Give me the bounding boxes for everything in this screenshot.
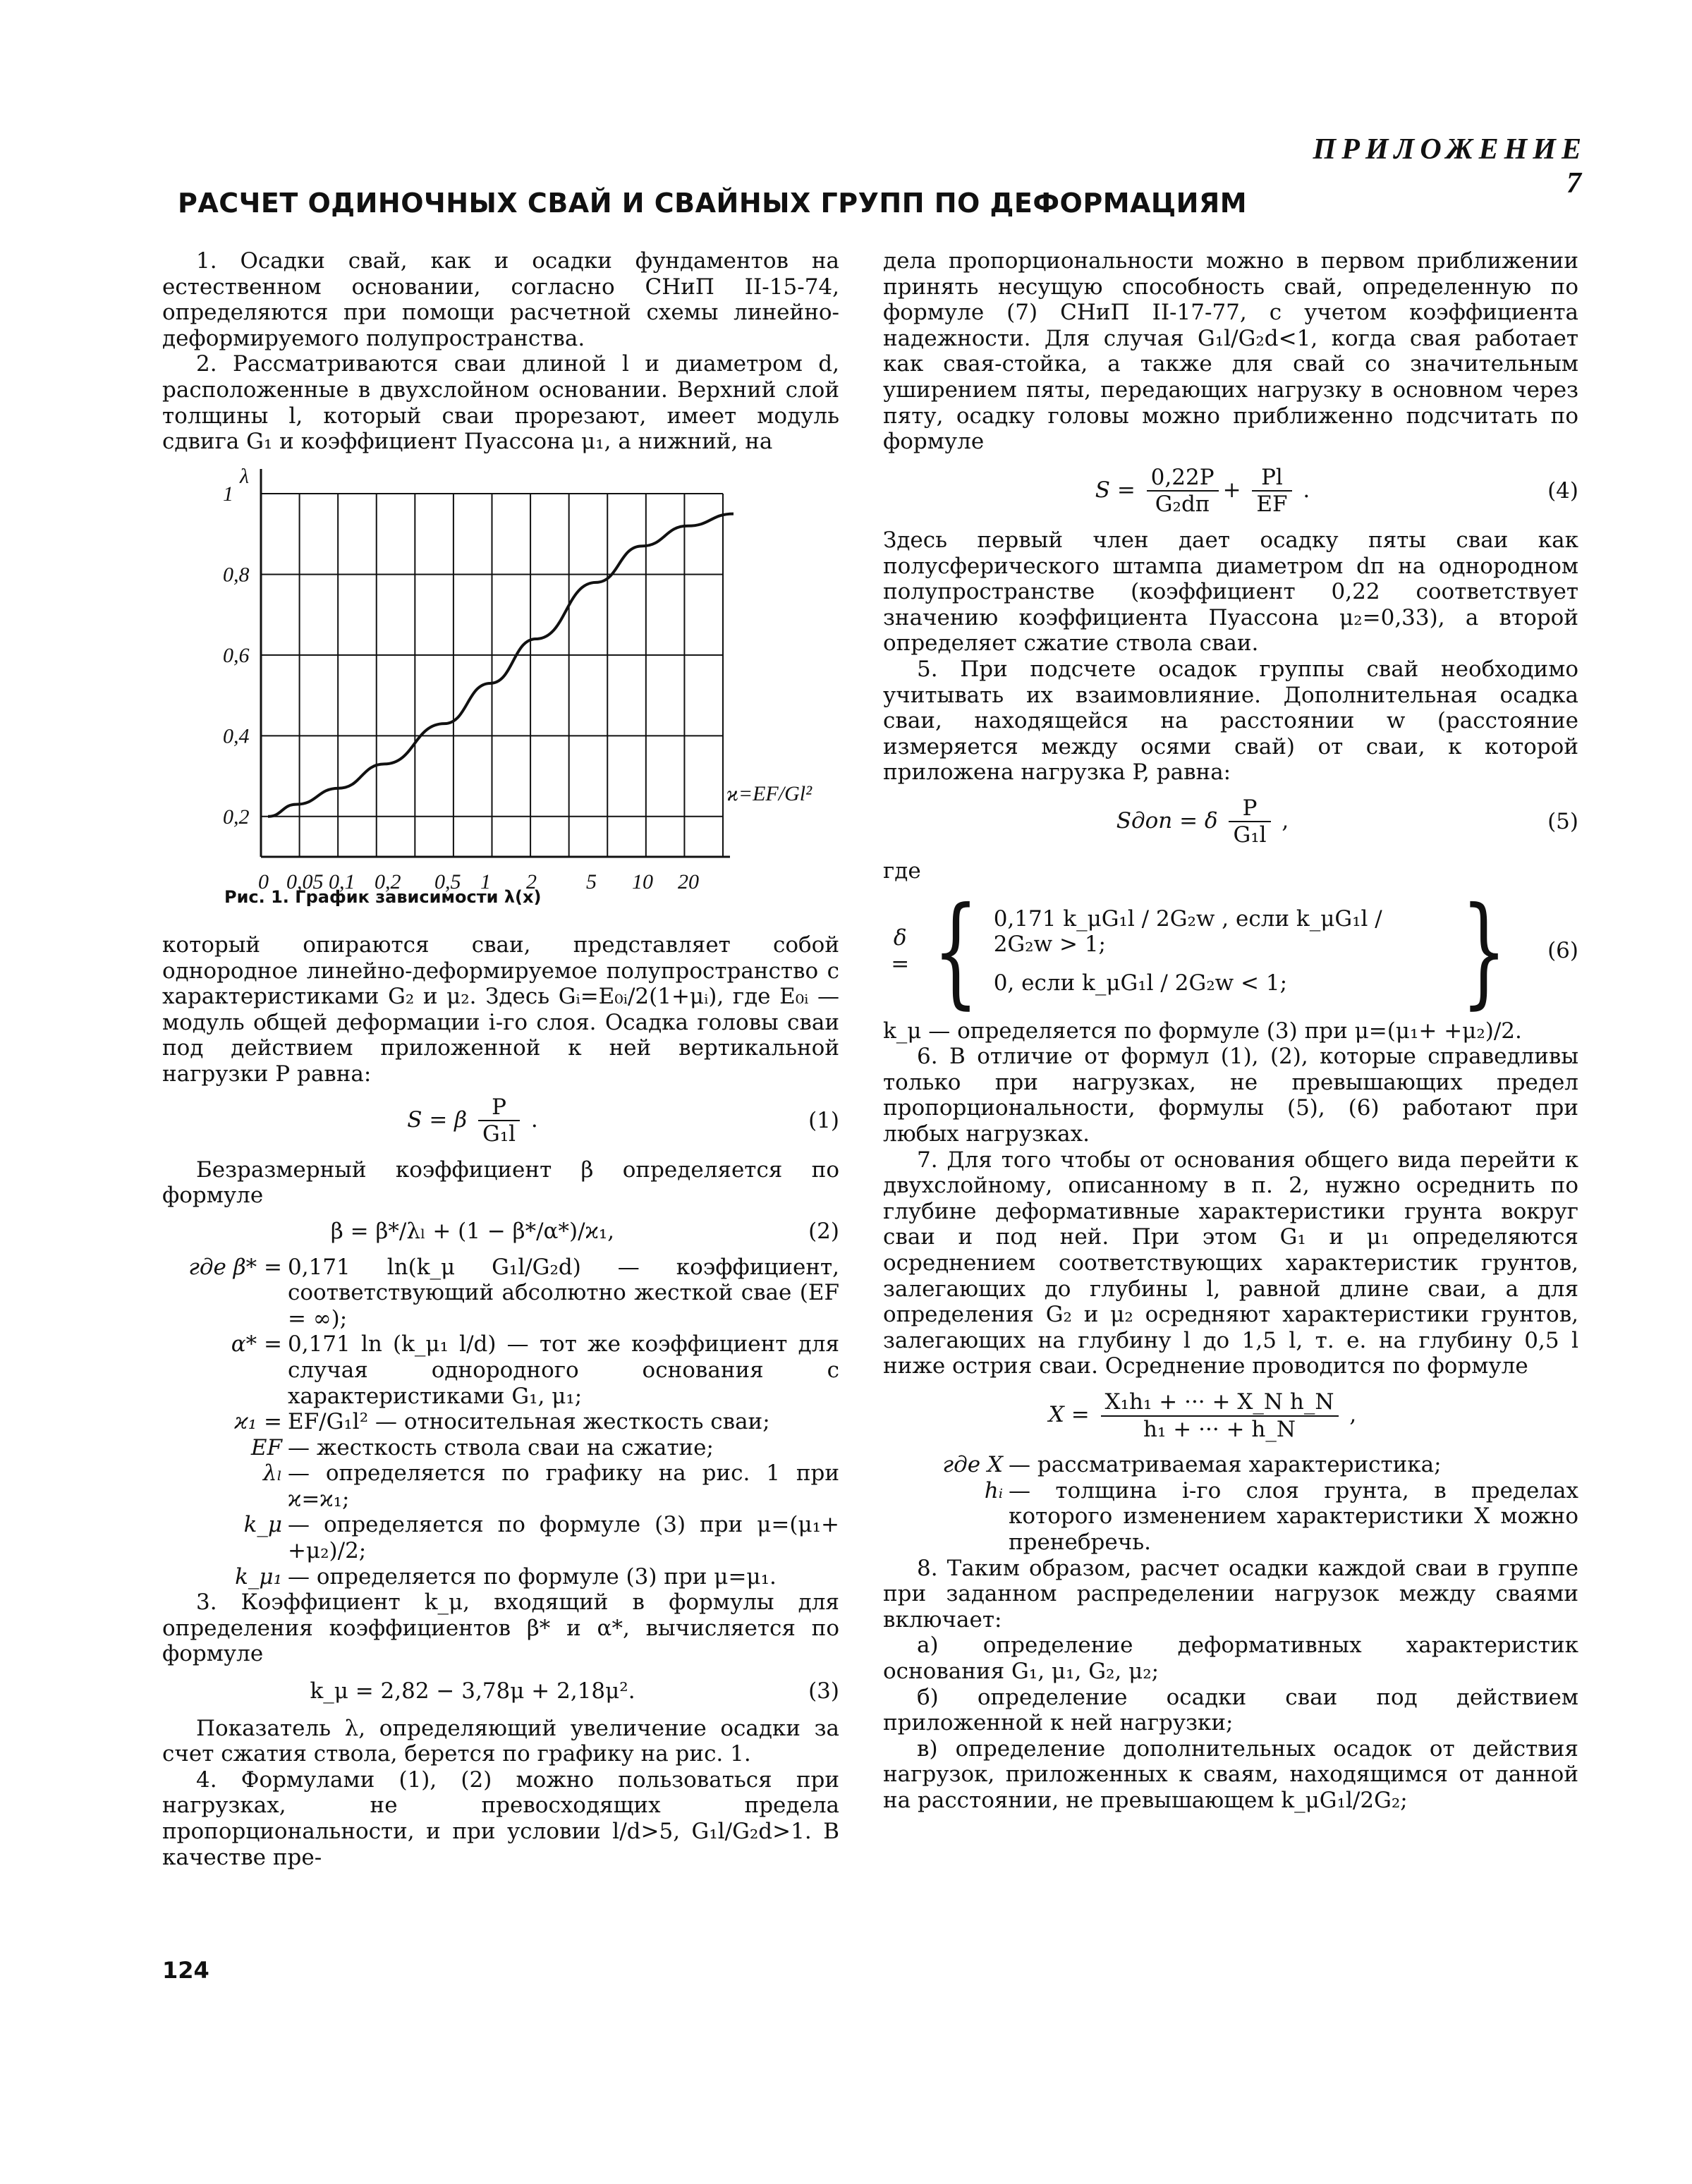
y-tick-label: 0,4 bbox=[223, 724, 250, 748]
page-number: 124 bbox=[162, 1957, 209, 1984]
definition-symbol: hᵢ bbox=[984, 1477, 1003, 1503]
definition-text: 0,171 ln (k_μ₁ l/d) — тот же коэффициент для случая однородного основания с характеристиками G₁, μ₁; bbox=[288, 1331, 839, 1409]
equation-4: S = $\frac{0,22P}{\text{G₂dп}}$ + $\frac{Pl}{EF}$ . (4) bbox=[1095, 464, 1578, 518]
definition-text: — жесткость ствола сваи на сжатие; bbox=[288, 1434, 714, 1460]
x-tick-label: 10 bbox=[632, 870, 653, 893]
eq5-denominator: G₁l bbox=[1233, 822, 1267, 848]
right-brace: } bbox=[1461, 881, 1507, 1021]
paragraph-r3: 5. При подсчете осадок группы свай необходимо учитывать их взаимовлияние. Дополнительная осадка сваи, находящейся на расстоянии w (расстояние измеряется между осями свай) от сваи, к которой приложена нагрузка P, равна: bbox=[883, 656, 1578, 786]
eq5-numerator: P bbox=[1229, 795, 1270, 823]
eq6-row-1: 0,171 k_μG₁l / 2G₂w , если k_μG₁l / 2G₂w > 1; bbox=[993, 905, 1382, 958]
definition-text: EF/G₁l² — относительная жесткость сваи; bbox=[288, 1409, 770, 1435]
eq4-num2: Pl bbox=[1252, 465, 1291, 492]
eq2-tag: (2) bbox=[808, 1218, 839, 1244]
eq1-denominator: G₁l bbox=[482, 1121, 516, 1147]
paragraph-r8: а) определение деформативных характеристик основания G₁, μ₁, G₂, μ₂; bbox=[883, 1633, 1578, 1684]
eq7-denominator: h₁ + ··· + h_N bbox=[1143, 1416, 1296, 1442]
x-tick-label: 0,05 bbox=[286, 870, 324, 893]
eq5-tag: (5) bbox=[1547, 809, 1578, 835]
equation-3 bbox=[162, 1678, 839, 1704]
definition-text: — определяется по формуле (3) при μ=(μ₁+ +μ₂)/2; bbox=[288, 1512, 839, 1564]
definition-text: — толщина i-го слоя грунта, в пределах которого изменением характеристики X можно пренебречь. bbox=[1009, 1477, 1578, 1555]
lambda-chart bbox=[219, 462, 812, 899]
x-axis-label: ϰ=EF/Gl² bbox=[726, 782, 812, 805]
paragraph-r6: 7. Для того чтобы от основания общего вида перейти к двухслойному, описанному в п. 2, нужно осреднить по глубине деформативные характеристики грунта вокруг сваи и под ней. При этом G₁ и μ₁ определяются осреднением соответствующих характеристик грунтов, залегающих до глубины l, равной длине сваи, а для определения G₂ и μ₂ осредняют характеристики грунтов, залегающих на глубину l до 1,5 l, т. е. на глубину 0,5 l ниже острия сваи. Осреднение проводится по формуле bbox=[883, 1147, 1578, 1379]
left-column-top bbox=[162, 248, 839, 455]
eq1-tag: (1) bbox=[808, 1107, 839, 1133]
eq6-row-2: 0, если k_μG₁l / 2G₂w < 1; bbox=[993, 970, 1288, 996]
definition-symbol: λₗ bbox=[262, 1460, 282, 1487]
left-definitions bbox=[162, 1255, 839, 1590]
eq1-lhs: S = β bbox=[407, 1106, 468, 1133]
equation-1: S = β $\frac{P}{\text{G₁l}}$ . (1) bbox=[407, 1094, 839, 1147]
paragraph-4: Безразмерный коэффициент β определяется по формуле bbox=[162, 1157, 839, 1209]
definition-symbol: где X bbox=[942, 1452, 1003, 1478]
definition-symbol: α* = bbox=[231, 1331, 282, 1358]
x-tick-label: 0,2 bbox=[375, 870, 401, 893]
eq7-lhs: X = bbox=[1048, 1402, 1090, 1428]
paragraph-r1: дела пропорциональности можно в первом приближении принять несущую способность свай, определенную по формуле (7) СНиП II-17-77, с учетом коэффициента надежности. Для случая G₁l/G₂d<1, когда свая работает как свая-стойка, а также для свай со значительным уширением пяты, передающих нагрузку в основном через пяту, осадку головы можно приближенно подсчитать по формуле bbox=[883, 248, 1578, 455]
equation-7: X = $\frac{\text{X₁h₁ + ··· + X\_N h\_N}}{\text{h₁ + ··· + h\_N}}$ , bbox=[1048, 1389, 1357, 1442]
eq2-body: β = β*/λₗ + (1 − β*/α*)/ϰ₁, bbox=[330, 1218, 615, 1244]
x-tick-label: 0,1 bbox=[329, 870, 355, 893]
definition-text: — определяется по формуле (3) при μ=μ₁. bbox=[288, 1563, 777, 1590]
x-tick-label: 2 bbox=[526, 870, 537, 893]
paragraph-2: 2. Рассматриваются сваи длиной l и диаметром d, расположенные в двухслойном основании. Верхний слой толщины l, который сваи прорезают, имеет модуль сдвига G₁ и коэффициент Пуассона μ₁, а нижний, на bbox=[162, 351, 839, 455]
definition-symbol: где β* = bbox=[188, 1254, 282, 1280]
paragraph-7: 4. Формулами (1), (2) можно пользоваться при нагрузках, не превосходящих предела пропорциональности, и при условии l/d>5, G₁l/G₂d>1. В качестве пре- bbox=[162, 1767, 839, 1870]
paragraph-r5: 6. В отличие от формул (1), (2), которые справедливы только при нагрузках, не превышающих предел пропорциональности, формулы (5), (6) работают при любых нагрузках. bbox=[883, 1044, 1578, 1147]
eq3-body: k_μ = 2,82 − 3,78μ + 2,18μ². bbox=[310, 1678, 635, 1704]
eq4-lhs: S = bbox=[1095, 477, 1136, 503]
eq4-tag: (4) bbox=[1547, 478, 1578, 504]
right-definition-row bbox=[883, 1452, 1578, 1478]
paragraph-1: 1. Осадки свай, как и осадки фундаментов на естественном основании, согласно СНиП II-15-74, определяются при помощи расчетной схемы линейно-деформируемого полупространства. bbox=[162, 248, 839, 351]
left-column-main bbox=[162, 932, 839, 1870]
eq7-numerator: X₁h₁ + ··· + X_N h_N bbox=[1101, 1389, 1339, 1417]
eq6-tag: (6) bbox=[1547, 938, 1578, 964]
x-tick-label: 5 bbox=[586, 870, 597, 893]
paragraph-r10: в) определение дополнительных осадок от действия нагрузок, приложенных к сваям, находящимся от данной на расстоянии, не превышающем k_μG₁l/2G₂; bbox=[883, 1735, 1578, 1813]
equation-5: Sдоп = δ $\frac{P}{\text{G₁l}}$ , (5) bbox=[1116, 795, 1578, 848]
definition-symbol: k_μ bbox=[243, 1512, 282, 1538]
right-column bbox=[883, 248, 1578, 1813]
paragraph-5: 3. Коэффициент k_μ, входящий в формулы для определения коэффициентов β* и α*, вычисляется по формуле bbox=[162, 1590, 839, 1667]
definition-text: — определяется по графику на рис. 1 при ϰ=ϰ₁; bbox=[288, 1460, 839, 1512]
appendix-heading: ПРИЛОЖЕНИЕ 7 bbox=[1313, 133, 1587, 200]
definition-text: — рассматриваемая характеристика; bbox=[1009, 1452, 1442, 1478]
eq3-tag: (3) bbox=[808, 1678, 839, 1704]
y-tick-label: 0,2 bbox=[223, 805, 250, 829]
right-definition-row bbox=[883, 1478, 1578, 1556]
x-tick-label: 0,5 bbox=[434, 870, 461, 893]
paragraph-3: который опираются сваи, представляет собой однородное линейно-деформируемое полупространство с характеристиками G₂ и μ₂. Здесь Gᵢ=E₀ᵢ/2(1+μᵢ), где E₀ᵢ — модуль общей деформации i-го слоя. Осадка головы сваи под действием приложенной к ней вертикальной нагрузки P равна: bbox=[162, 932, 839, 1087]
definition-symbol: EF bbox=[250, 1434, 282, 1460]
left-definition-row bbox=[162, 1564, 839, 1590]
x-tick-label: 1 bbox=[480, 870, 491, 893]
left-brace: { bbox=[932, 881, 979, 1021]
paragraph-r9: б) определение осадки сваи под действием приложенной к ней нагрузки; bbox=[883, 1684, 1578, 1736]
paragraph-r2: Здесь первый член дает осадку пяты сваи как полусферического штампа диаметром dп на однородном полупространстве (коэффициент 0,22 соответствует значению коэффициента Пуассона μ₂=0,33), а второй определяет сжатие ствола сваи. bbox=[883, 527, 1578, 657]
left-definition-row bbox=[162, 1331, 839, 1409]
definition-symbol: ϰ₁ = bbox=[234, 1409, 282, 1435]
right-definitions bbox=[883, 1452, 1578, 1555]
chart-grid bbox=[261, 469, 730, 857]
y-tick-label: 0,6 bbox=[223, 643, 250, 667]
left-definition-row bbox=[162, 1409, 839, 1435]
eq5-lhs: Sдоп = δ bbox=[1116, 807, 1218, 834]
eq4-den1: G₂dп bbox=[1155, 492, 1210, 518]
definition-text: 0,171 ln(k_μ G₁l/G₂d) — коэффициент, соответствующий абсолютно жесткой свае (EF = ∞); bbox=[288, 1254, 839, 1331]
definition-symbol: k_μ₁ bbox=[235, 1563, 282, 1590]
y-tick-label: 1 bbox=[223, 482, 233, 506]
y-tick-label: 0,8 bbox=[223, 563, 250, 587]
left-definition-row bbox=[162, 1460, 839, 1512]
left-definition-row bbox=[162, 1435, 839, 1461]
equation-6: δ = { 0,171 k_μG₁l / 2G₂w , если k_μG₁l / 2G₂w > 1; 0, если k_μG₁l / 2G₂w < 1; } (6) bbox=[891, 881, 1578, 1021]
left-definition-row bbox=[162, 1512, 839, 1563]
figure-caption: Рис. 1. График зависимости λ(x) bbox=[224, 887, 542, 907]
equation-2 bbox=[162, 1219, 839, 1245]
eq1-numerator: P bbox=[478, 1094, 520, 1122]
eq4-num1: 0,22P bbox=[1147, 465, 1219, 492]
left-definition-row bbox=[162, 1255, 839, 1332]
x-tick-label: 0 bbox=[258, 870, 269, 893]
y-axis-label: λ bbox=[240, 465, 249, 488]
paragraph-6: Показатель λ, определяющий увеличение осадки за счет сжатия ствола, берется по графику на рис. 1. bbox=[162, 1715, 839, 1767]
page-title: РАСЧЕТ ОДИНОЧНЫХ СВАЙ И СВАЙНЫХ ГРУПП ПО ДЕФОРМАЦИЯМ bbox=[178, 188, 1248, 219]
eq4-den2: EF bbox=[1256, 492, 1288, 518]
paragraph-r4: k_μ — определяется по формуле (3) при μ=(μ₁+ +μ₂)/2. bbox=[883, 1018, 1522, 1044]
where-label: где bbox=[883, 858, 921, 884]
x-tick-label: 20 bbox=[678, 870, 699, 893]
paragraph-r7: 8. Таким образом, расчет осадки каждой сваи в группе при заданном распределении нагрузок между сваями включает: bbox=[883, 1555, 1578, 1633]
